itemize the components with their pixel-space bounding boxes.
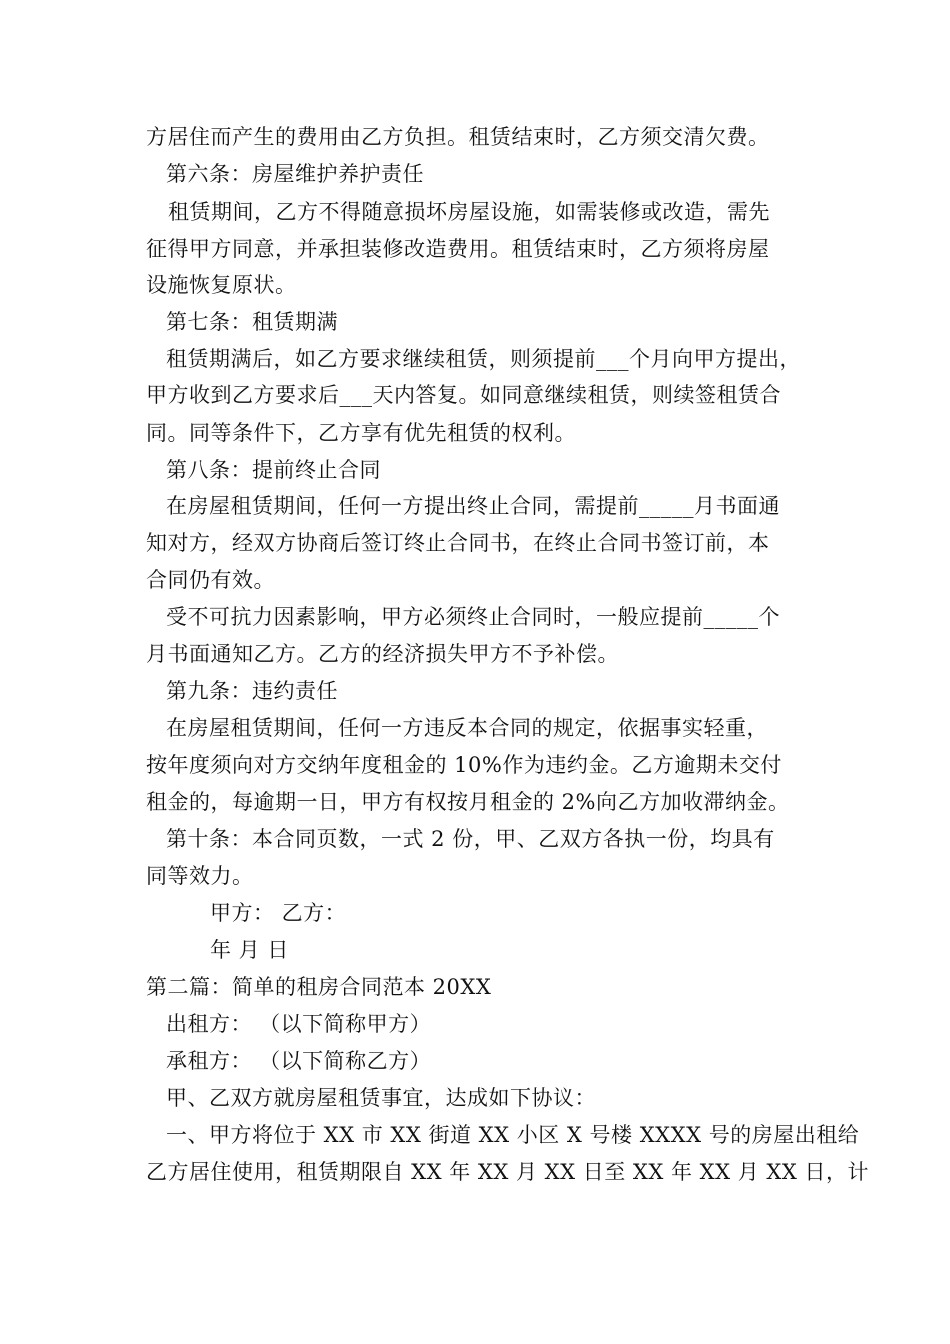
text-line: 乙方居住使用，租赁期限自 XX 年 XX 月 XX 日至 XX 年 XX 月 XX 日，计 bbox=[146, 1160, 870, 1184]
text-line: 在房屋租赁期间，任何一方提出终止合同，需提前_____月书面通 bbox=[166, 494, 780, 518]
text-line: 一、甲方将位于 XX 市 XX 街道 XX 小区 X 号楼 XXXX 号的房屋出租给 bbox=[166, 1123, 860, 1147]
section-heading: 第八条：提前终止合同 bbox=[166, 458, 381, 482]
text-line: 方居住而产生的费用由乙方负担。租赁结束时，乙方须交清欠费。 bbox=[146, 125, 770, 149]
text-line: 租赁期满后，如乙方要求继续租赁，则须提前___个月向甲方提出， bbox=[166, 347, 801, 371]
text-line: 第十条：本合同页数，一式 2 份，甲、乙双方各执一份，均具有 bbox=[166, 827, 775, 851]
text-line: 知对方，经双方协商后签订终止合同书，在终止合同书签订前，本 bbox=[146, 531, 770, 555]
section-heading: 第九条：违约责任 bbox=[166, 679, 338, 703]
text-line: 月书面通知乙方。乙方的经济损失甲方不予补偿。 bbox=[146, 642, 619, 666]
text-line: 受不可抗力因素影响，甲方必须终止合同时，一般应提前_____个 bbox=[166, 605, 780, 629]
text-line: 按年度须向对方交纳年度租金的 10%作为违约金。乙方逾期未交付 bbox=[146, 753, 782, 777]
text-line: 合同仍有效。 bbox=[146, 568, 275, 592]
text-line: 租赁期间，乙方不得随意损坏房屋设施，如需装修或改造，需先 bbox=[168, 200, 770, 224]
text-line: 甲、乙双方就房屋租赁事宜，达成如下协议： bbox=[166, 1086, 596, 1110]
text-line: 甲方收到乙方要求后___天内答复。如同意继续租赁，则续签租赁合 bbox=[146, 383, 781, 407]
text-line: 同。同等条件下，乙方享有优先租赁的权利。 bbox=[146, 421, 576, 445]
lessor-line: 出租方： （以下简称甲方） bbox=[166, 1012, 432, 1036]
part-title: 第二篇：简单的租房合同范本 20XX bbox=[146, 975, 492, 999]
text-line: 在房屋租赁期间，任何一方违反本合同的规定，依据事实轻重， bbox=[166, 716, 768, 740]
text-line: 设施恢复原状。 bbox=[146, 273, 297, 297]
lessee-line: 承租方： （以下简称乙方） bbox=[166, 1049, 432, 1073]
date-line: 年 月 日 bbox=[210, 938, 289, 962]
text-line: 同等效力。 bbox=[146, 864, 254, 888]
signature-line: 甲方： 乙方： bbox=[210, 901, 347, 925]
text-line: 征得甲方同意，并承担装修改造费用。租赁结束时，乙方须将房屋 bbox=[146, 237, 770, 261]
text-line: 租金的，每逾期一日，甲方有权按月租金的 2%向乙方加收滞纳金。 bbox=[146, 790, 790, 814]
section-heading: 第六条：房屋维护养护责任 bbox=[166, 162, 424, 186]
section-heading: 第七条：租赁期满 bbox=[166, 310, 338, 334]
